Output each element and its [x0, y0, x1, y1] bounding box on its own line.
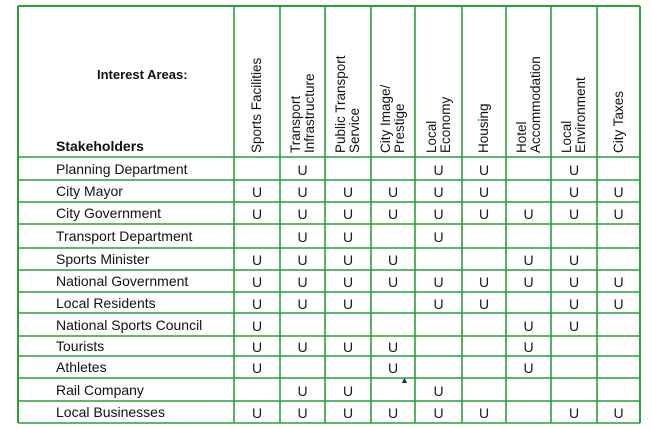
interest-mark: U: [251, 405, 263, 421]
interest-mark: U: [342, 382, 354, 399]
column-header-line: Transport: [287, 95, 303, 153]
interest-mark: U: [387, 252, 399, 268]
interest-mark: U: [433, 295, 444, 312]
interest-mark: U: [613, 206, 624, 222]
column-header-line: Local: [423, 120, 439, 153]
interest-mark: U: [433, 382, 444, 399]
column-header-line: Prestige: [392, 103, 407, 153]
interest-mark: U: [433, 206, 444, 222]
stakeholder-name: National Government: [56, 273, 189, 289]
interest-mark: U: [523, 206, 534, 222]
interest-mark: U: [613, 405, 624, 421]
interest-mark: U: [251, 274, 263, 290]
interest-mark: U: [387, 206, 399, 222]
interest-mark: U: [523, 360, 534, 376]
column-header-public-transport-service: [325, 13, 371, 153]
column-header-local-environment: [551, 13, 597, 153]
interest-mark: U: [251, 317, 263, 334]
mouse-cursor-icon: ▲: [400, 375, 409, 385]
interest-mark: U: [251, 206, 263, 222]
column-header-line: Infrastructure: [301, 73, 317, 153]
interest-mark: U: [297, 184, 308, 200]
interest-mark: U: [613, 274, 624, 290]
column-header-line: Economy: [437, 96, 453, 153]
column-header-line: Local: [559, 120, 574, 153]
interest-mark: U: [387, 184, 399, 200]
interest-mark: U: [433, 161, 444, 178]
interest-mark: U: [568, 295, 580, 312]
interest-mark: U: [297, 295, 308, 312]
interest-mark: U: [523, 274, 534, 290]
interest-mark: U: [568, 405, 580, 421]
column-header-sports-facilities: [234, 13, 280, 153]
interest-mark: U: [478, 206, 490, 222]
interest-mark: U: [568, 184, 580, 200]
interest-mark: U: [568, 252, 580, 268]
interest-mark: U: [387, 339, 399, 355]
column-header-local-economy: [415, 13, 462, 153]
interest-mark: U: [342, 206, 354, 222]
column-header-line: Environment: [573, 77, 588, 153]
interest-mark: U: [433, 274, 444, 290]
interest-mark: U: [523, 339, 534, 355]
column-header-line: Service: [347, 107, 362, 153]
interest-mark: U: [297, 274, 308, 290]
stakeholder-name: Transport Department: [56, 228, 193, 244]
interest-mark: U: [478, 295, 490, 312]
interest-mark: U: [342, 295, 354, 312]
stakeholder-name: National Sports Council: [56, 316, 203, 333]
interest-mark: U: [433, 405, 444, 421]
interest-mark: U: [297, 206, 308, 222]
interest-mark: U: [478, 274, 490, 290]
column-header-line: Public Transport: [333, 55, 348, 153]
interest-mark: U: [387, 405, 399, 421]
interest-mark: U: [523, 317, 534, 334]
interest-mark: U: [433, 184, 444, 200]
interest-mark: U: [478, 405, 490, 421]
interest-mark: U: [297, 382, 308, 399]
column-header-line: City Image/: [378, 84, 393, 153]
interest-mark: U: [342, 184, 354, 200]
interest-mark: U: [342, 405, 354, 421]
interest-mark: U: [342, 252, 354, 268]
interest-mark: U: [613, 295, 624, 312]
interest-mark: U: [297, 339, 308, 355]
stakeholder-name: Local Businesses: [56, 404, 165, 420]
column-header-line: Accommodation: [527, 56, 543, 153]
interest-mark: U: [251, 184, 263, 200]
interest-mark: U: [478, 161, 490, 178]
interest-mark: U: [387, 274, 399, 290]
interest-mark: U: [342, 274, 354, 290]
interest-mark: U: [568, 206, 580, 222]
interest-mark: U: [342, 229, 354, 245]
interest-mark: U: [478, 184, 490, 200]
column-header-line: Housing: [476, 103, 491, 153]
interest-mark: U: [568, 317, 580, 334]
stakeholder-name: Local Residents: [56, 294, 156, 311]
interest-mark: U: [297, 229, 308, 245]
stakeholder-name: Tourists: [56, 338, 105, 354]
stakeholder-name: Sports Minister: [56, 251, 150, 267]
stakeholders-label: Stakeholders: [56, 138, 144, 154]
stakeholder-name: Athletes: [56, 359, 107, 375]
column-header-hotel-accommodation: [506, 13, 551, 153]
stakeholder-name: City Mayor: [56, 183, 123, 199]
column-header-city-taxes: [597, 13, 640, 153]
interest-mark: U: [297, 161, 308, 178]
interest-areas-label: Interest Areas:: [97, 67, 188, 82]
interest-mark: U: [297, 405, 308, 421]
column-header-line: Sports Facilities: [249, 57, 264, 153]
interest-mark: U: [251, 360, 263, 376]
interest-mark: U: [568, 274, 580, 290]
column-header-line: Hotel: [513, 121, 529, 153]
interest-mark: U: [251, 339, 263, 355]
interest-mark: U: [568, 161, 580, 178]
stakeholder-name: Planning Department: [56, 160, 188, 177]
column-header-line: City Taxes: [610, 90, 626, 153]
interest-mark: U: [342, 339, 354, 355]
column-header-city-image-prestige: [371, 13, 415, 153]
interest-mark: U: [387, 360, 399, 376]
stakeholder-name: City Government: [56, 205, 162, 221]
interest-mark: U: [523, 252, 534, 268]
column-header-housing: [462, 13, 506, 153]
column-header-transport-infrastructure: [280, 13, 325, 153]
interest-mark: U: [251, 252, 263, 268]
interest-mark: U: [613, 184, 624, 200]
interest-mark: U: [251, 295, 263, 312]
interest-mark: U: [433, 229, 444, 245]
interest-mark: U: [297, 252, 308, 268]
stakeholder-name: Rail Company: [56, 381, 144, 398]
